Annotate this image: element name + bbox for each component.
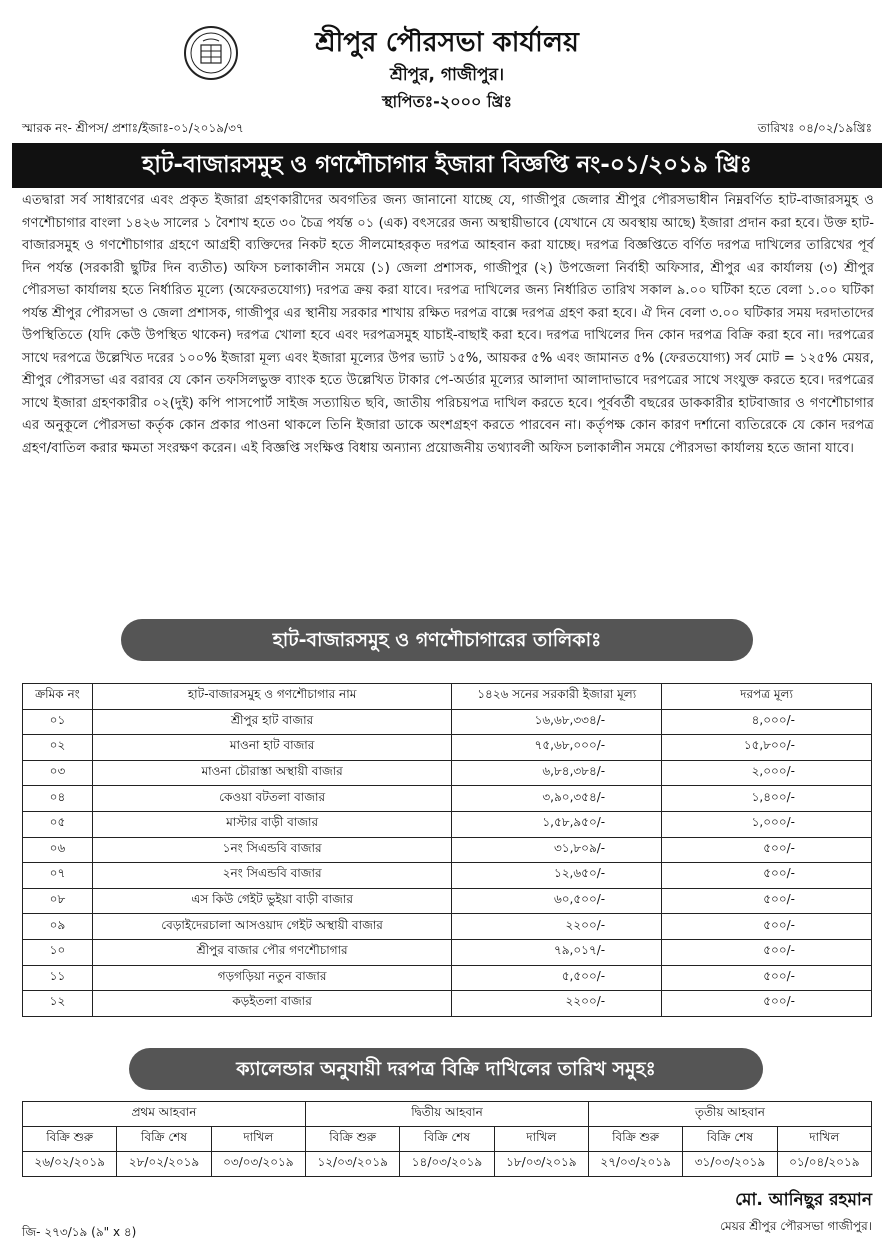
- serial-cell: ০৯: [23, 914, 93, 940]
- lease-value-cell: ১২,৬৫০/-: [452, 863, 662, 889]
- column-header: দরপত্র মূল্য: [662, 684, 872, 710]
- office-title: শ্রীপুর পৌরসভা কার্যালয়: [315, 27, 579, 58]
- calendar-subheader: বিক্রি শুরু: [588, 1127, 682, 1152]
- calendar-group-header: তৃতীয় আহবান: [588, 1102, 871, 1127]
- calendar-date-cell: ২৭/০৩/২০১৯: [588, 1152, 682, 1177]
- table-row: [23, 837, 872, 863]
- table-row: [23, 914, 872, 940]
- table-row: [23, 709, 872, 735]
- table-row: [23, 735, 872, 761]
- table-row: [23, 888, 872, 914]
- lease-value-cell: ৬,৮৪,৩৮৪/-: [452, 760, 662, 786]
- notice-date: তারিখঃ ০৪/০২/১৯খ্রিঃ: [757, 121, 872, 135]
- calendar-date-cell: ২৮/০২/২০১৯: [117, 1152, 211, 1177]
- calendar-subheader: বিক্রি শুরু: [23, 1127, 117, 1152]
- serial-cell: ০২: [23, 735, 93, 761]
- publication-reference: জি- ২৭৩/১৯ (৯" x ৪): [22, 1225, 137, 1239]
- list-section-title: হাট-বাজারসমুহ ও গণশৌচাগারের তালিকাঃ: [121, 619, 753, 661]
- calendar-date-cell: ১২/০৩/২০১৯: [306, 1152, 400, 1177]
- table-row: [23, 760, 872, 786]
- lease-value-cell: ২২০০/-: [452, 991, 662, 1017]
- column-header: ১৪২৬ সনের সরকারী ইজারা মূল্য: [452, 684, 662, 710]
- table-row: [23, 939, 872, 965]
- tender-price-cell: ১,৪০০/-: [662, 786, 872, 812]
- tender-price-cell: ১৫,৮০০/-: [662, 735, 872, 761]
- lease-value-cell: ৭৫,৬৮,০০০/-: [452, 735, 662, 761]
- tender-price-cell: ৫০০/-: [662, 888, 872, 914]
- calendar-subheader: দাখিল: [494, 1127, 588, 1152]
- market-name-cell: ২নং সিএন্ডবি বাজার: [92, 863, 451, 889]
- market-list-body: [23, 709, 872, 1016]
- memo-number: স্মারক নং- শ্রীপস/ প্রশাঃ/ইজাঃ-০১/২০১৯/৩৭: [22, 121, 244, 135]
- calendar-date-cell: ২৬/০২/২০১৯: [23, 1152, 117, 1177]
- established-year: স্থাপিতঃ-২০০০ খ্রিঃ: [381, 92, 513, 111]
- calendar-date-cell: ১৮/০৩/২০১৯: [494, 1152, 588, 1177]
- calendar-date-cell: ০৩/০৩/২০১৯: [211, 1152, 305, 1177]
- table-row: [23, 811, 872, 837]
- serial-cell: ১০: [23, 939, 93, 965]
- tender-price-cell: ৫০০/-: [662, 939, 872, 965]
- serial-cell: ০৩: [23, 760, 93, 786]
- table-row: [23, 863, 872, 889]
- tender-price-cell: ১,০০০/-: [662, 811, 872, 837]
- serial-cell: ০৫: [23, 811, 93, 837]
- column-header: হাট-বাজারসমুহ ও গণশৌচাগার নাম: [92, 684, 451, 710]
- lease-value-cell: ৭৯,০১৭/-: [452, 939, 662, 965]
- calendar-section-title: ক্যালেন্ডার অনুযায়ী দরপত্র বিক্রি দাখিলের তারিখ সমুহঃ: [129, 1048, 763, 1090]
- tender-price-cell: ৪,০০০/-: [662, 709, 872, 735]
- calendar-table: [22, 1101, 872, 1177]
- market-name-cell: গড়গড়িয়া নতুন বাজার: [92, 965, 451, 991]
- tender-price-cell: ৫০০/-: [662, 965, 872, 991]
- table-row: [23, 786, 872, 812]
- column-header: ক্রমিক নং: [23, 684, 93, 710]
- market-name-cell: কেওয়া বটতলা বাজার: [92, 786, 451, 812]
- table-row: [23, 965, 872, 991]
- calendar-subheader: দাখিল: [777, 1127, 871, 1152]
- tender-price-cell: ২,০০০/-: [662, 760, 872, 786]
- calendar-date-cell: ১৪/০৩/২০১৯: [400, 1152, 494, 1177]
- market-name-cell: মাওনা চৌরাস্তা অস্থায়ী বাজার: [92, 760, 451, 786]
- lease-value-cell: ১৬,৬৮,৩৩৪/-: [452, 709, 662, 735]
- calendar-date-cell: ৩১/০৩/২০১৯: [683, 1152, 777, 1177]
- calendar-group-header: দ্বিতীয় আহবান: [306, 1102, 589, 1127]
- signer-name: মো. আনিছুর রহমান: [735, 1190, 872, 1210]
- calendar-dates-row: [23, 1152, 872, 1177]
- market-name-cell: এস কিউ গেইট ভুইয়া বাড়ী বাজার: [92, 888, 451, 914]
- lease-value-cell: ৩,৯০,৩৫৪/-: [452, 786, 662, 812]
- serial-cell: ০৭: [23, 863, 93, 889]
- lease-value-cell: ২২০০/-: [452, 914, 662, 940]
- calendar-subheader-row: [23, 1127, 872, 1152]
- lease-value-cell: ৩১,৮০৯/-: [452, 837, 662, 863]
- calendar-subheader: দাখিল: [211, 1127, 305, 1152]
- lease-value-cell: ৬০,৫০০/-: [452, 888, 662, 914]
- tender-price-cell: ৫০০/-: [662, 914, 872, 940]
- calendar-subheader: বিক্রি শেষ: [683, 1127, 777, 1152]
- signer-title: মেয়র শ্রীপুর পৌরসভা গাজীপুর।: [720, 1219, 872, 1233]
- market-name-cell: মাস্টার বাড়ী বাজার: [92, 811, 451, 837]
- calendar-subheader: বিক্রি শেষ: [400, 1127, 494, 1152]
- calendar-subheader: বিক্রি শুরু: [306, 1127, 400, 1152]
- market-name-cell: বেড়াইদেরচালা আসওয়াদ গেইট অস্থায়ী বাজার: [92, 914, 451, 940]
- serial-cell: ০৬: [23, 837, 93, 863]
- tender-price-cell: ৫০০/-: [662, 837, 872, 863]
- office-address: শ্রীপুর, গাজীপুর।: [389, 65, 505, 85]
- calendar-group-row: [23, 1102, 872, 1127]
- market-name-cell: কড়ইতলা বাজার: [92, 991, 451, 1017]
- tender-price-cell: ৫০০/-: [662, 863, 872, 889]
- calendar-subheader: বিক্রি শেষ: [117, 1127, 211, 1152]
- market-name-cell: মাওনা হাট বাজার: [92, 735, 451, 761]
- table-header-row: [23, 684, 872, 710]
- market-name-cell: শ্রীপুর হাট বাজার: [92, 709, 451, 735]
- tender-price-cell: ৫০০/-: [662, 991, 872, 1017]
- lease-value-cell: ১,৫৮,৯৫০/-: [452, 811, 662, 837]
- serial-cell: ০১: [23, 709, 93, 735]
- lease-value-cell: ৫,৫০০/-: [452, 965, 662, 991]
- market-name-cell: ১নং সিএন্ডবি বাজার: [92, 837, 451, 863]
- notice-banner: হাট-বাজারসমুহ ও গণশৌচাগার ইজারা বিজ্ঞপ্তি নং-০১/২০১৯ খ্রিঃ: [12, 143, 882, 188]
- serial-cell: ০৪: [23, 786, 93, 812]
- serial-cell: ১১: [23, 965, 93, 991]
- calendar-group-header: প্রথম আহবান: [23, 1102, 306, 1127]
- market-list-table: [22, 683, 872, 1017]
- serial-cell: ০৮: [23, 888, 93, 914]
- market-name-cell: শ্রীপুর বাজার পৌর গণশৌচাগার: [92, 939, 451, 965]
- notice-body: এতদ্বারা সর্ব সাধারণের এবং প্রকৃত ইজারা গ্রহণকারীদের অবগতির জন্য জানানো যাচ্ছে যে, গাজীপুর জেলার শ্রীপুর পৌরসভাধীন নিম্নবর্ণিত হাট-বাজারসমুহ ও গণশৌচাগার বাংলা ১৪২৬ সালের ১ বৈশাখ হতে ৩০ চৈত্র পর্যন্ত ০১ (এক) বৎসরের জন্য অস্থায়ীভাবে (যেখানে যে অবস্থায় আছে) ইজারা প্রদান করা হবে। উক্ত হাট-বাজারসমুহ ও গণশৌচাগার গ্রহণে আগ্রহী ব্যক্তিদের নিকট হতে সীলমোহরকৃত দরপত্র আহবান করা যাচ্ছে। দরপত্র বিজ্ঞপ্তিতে বর্ণিত দরপত্র দাখিলের তারিখের পূর্ব দিন পর্যন্ত (সরকারী ছুটির দিন ব্যতীত) অফিস চলাকালীন সময়ে (১) জেলা প্রশাসক, গাজীপুর (২) উপজেলা নির্বাহী অফিসার, শ্রীপুর এর কার্যালয় (৩) শ্রীপুর পৌরসভা কার্যালয় হতে নির্ধারিত মূল্যে (অফেরতযোগ্য) দরপত্র ক্রয় করা যাবে। দরপত্র দাখিলের জন্য নির্ধারিত তারিখ সকাল ৯.০০ ঘটিকা হতে বেলা ১.০০ ঘটিকা পর্যন্ত শ্রীপুর পৌরসভা ও জেলা প্রশাসক, গাজীপুর এর স্থানীয় সরকার শাখায় রক্ষিত দরপত্র বাক্সে দরপত্র গ্রহণ করা হবে। ঐ দিন বেলা ৩.০০ ঘটিকার সময় দরদাতাদের উপস্থিতিতে (যদি কেউ উপস্থিত থাকেন) দরপত্র খোলা হবে এবং দরপত্রসমুহ যাচাই-বাছাই করা হবে। দরপত্র দাখিলের দিন কোন দরপত্র বিক্রি করা হবে না। দরপত্রের সাথে দরপত্রে উল্লেখিত দরের ১০০% ইজারা মূল্য এবং ইজারা মূল্যের উপর ভ্যাট ১৫%, আয়কর ৫% এবং জামানত ৫% (ফেরতযোগ্য) সর্ব মোট = ১২৫% মেয়র, শ্রীপুর পৌরসভা এর বরাবর যে কোন তফসিলভুক্ত ব্যাংক হতে উল্লেখিত টাকার পে-অর্ডার মূল্যের আলাদা আলাদাভাবে দরপত্রের সাথে সংযুক্ত করতে হবে। দরপত্রের সাথে ইজারা গ্রহণকারীর ০২(দুই) কপি পাসপোর্ট সাইজ সত্যায়িত ছবি, জাতীয় পরিচয়পত্র দাখিল করতে হবে। পূর্ববর্তী বছরের ডাককারীর হাটবাজার ও গণশৌচাগার এর অনুকূলে পৌরসভা কর্তৃক কোন প্রকার পাওনা থাকলে তিনি ইজারা ডাকে অংশগ্রহণ করতে পারবেন না। কর্তৃপক্ষ কোন কারণ দর্শানো ব্যতিরেকে যে কোন দরপত্র গ্রহণ/বাতিল করার ক্ষমতা সংরক্ষণ করেন। এই বিজ্ঞপ্তি সংক্ষিপ্ত বিধায় অন্যান্য প্রয়োজনীয় তথ্যাবলী অফিস চলাকালীন সময়ে পৌরসভা কার্যালয় হতে জানা যাবে।: [22, 193, 874, 456]
- table-row: [23, 991, 872, 1017]
- serial-cell: ১২: [23, 991, 93, 1017]
- calendar-date-cell: ০১/০৪/২০১৯: [777, 1152, 871, 1177]
